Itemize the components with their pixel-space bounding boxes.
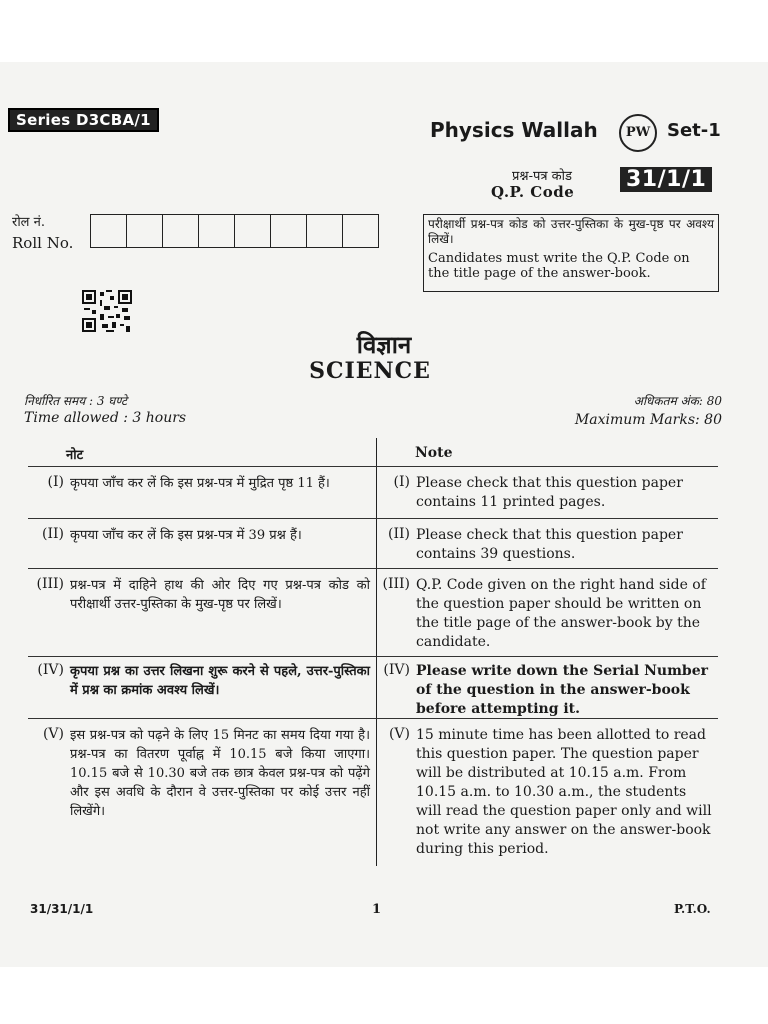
- page-number: 1: [372, 902, 382, 917]
- roll-digit-box[interactable]: [127, 215, 163, 247]
- note-number-hindi: (V): [42, 726, 64, 742]
- time-allowed-english: Time allowed : 3 hours: [24, 410, 187, 426]
- note-text-hindi: इस प्रश्न-पत्र को पढ़ने के लिए 15 मिनट का समय दिया गया है। प्रश्न-पत्र का वितरण पूर्वाह्न में 10.15 बजे किया जाएगा। 10.15 बजे से 10.30 बजे तक छात्र केवल प्रश्न-पत्र को पढ़ेंगे और इस अवधि के दौरान वे उत्तर-पुस्तिका पर कोई उत्तर नहीं लिखेंगे।: [70, 728, 370, 819]
- note-number-english: (III): [382, 576, 410, 592]
- footer-code: 31/31/1/1: [30, 902, 94, 916]
- table-rule: [28, 466, 718, 467]
- note-text-english: Please check that this question paper contains 39 questions.: [416, 527, 683, 562]
- note-text-english: Q.P. Code given on the right hand side of the question paper should be written on the title page of the answer-book by the candidate.: [416, 577, 706, 650]
- pw-logo-icon: PW: [619, 114, 657, 152]
- qp-code-label-hindi: प्रश्न-पत्र कोड: [512, 169, 572, 184]
- time-allowed-hindi: निर्धारित समय : 3 घण्टे: [24, 394, 128, 408]
- notice-hindi: परीक्षार्थी प्रश्न-पत्र कोड को उत्तर-पुस्तिका के मुख-पृष्ठ पर अवश्य लिखें।: [428, 217, 714, 246]
- note-heading-english: Note: [415, 445, 453, 461]
- subject-title-hindi: विज्ञान: [356, 330, 412, 359]
- roll-label-english: Roll No.: [12, 234, 74, 252]
- brand-name: Physics Wallah: [430, 118, 598, 142]
- note-text-hindi: कृपया प्रश्न का उत्तर लिखना शुरू करने से पहले, उत्तर-पुस्तिका में प्रश्न का क्रमांक अवश्य लिखें।: [70, 664, 370, 698]
- column-divider: [376, 438, 377, 866]
- note-number-hindi: (II): [42, 526, 64, 542]
- roll-digit-box[interactable]: [163, 215, 199, 247]
- qp-code-notice: [423, 214, 719, 292]
- note-number-hindi: (III): [36, 576, 64, 592]
- note-number-hindi: (I): [47, 474, 64, 490]
- qp-code-badge: 31/1/1: [620, 167, 712, 192]
- pto-label: P.T.O.: [674, 902, 711, 916]
- roll-label-hindi: रोल नं.: [12, 215, 45, 230]
- note-text-hindi: कृपया जाँच कर लें कि इस प्रश्न-पत्र में 39 प्रश्न हैं।: [70, 528, 302, 543]
- roll-digit-box[interactable]: [271, 215, 307, 247]
- note-heading-hindi: नोट: [66, 448, 84, 463]
- table-rule: [28, 568, 718, 569]
- roll-digit-box[interactable]: [343, 215, 378, 247]
- qr-code-icon: [82, 290, 132, 332]
- table-rule: [28, 518, 718, 519]
- note-number-english: (I): [393, 474, 410, 490]
- roll-number-boxes[interactable]: [90, 214, 379, 248]
- notice-english: Candidates must write the Q.P. Code on the title page of the answer-book.: [428, 251, 690, 281]
- qp-code-label-english: Q.P. Code: [491, 183, 575, 201]
- note-number-english: (V): [388, 726, 410, 742]
- series-badge: Series D3CBA/1: [8, 108, 159, 132]
- note-number-english: (IV): [383, 662, 410, 678]
- set-label: Set-1: [667, 120, 721, 141]
- note-text-hindi: कृपया जाँच कर लें कि इस प्रश्न-पत्र में मुद्रित पृष्ठ 11 हैं।: [70, 476, 330, 491]
- subject-title-english: SCIENCE: [309, 358, 431, 384]
- note-text-hindi: प्रश्न-पत्र में दाहिने हाथ की ओर दिए गए प्रश्न-पत्र कोड को परीक्षार्थी उत्तर-पुस्तिका के मुख-पृष्ठ पर लिखें।: [70, 578, 370, 612]
- max-marks-english: Maximum Marks: 80: [574, 412, 722, 428]
- roll-digit-box[interactable]: [91, 215, 127, 247]
- max-marks-hindi: अधिकतम अंक: 80: [633, 394, 722, 408]
- table-rule: [28, 656, 718, 657]
- roll-digit-box[interactable]: [307, 215, 343, 247]
- note-text-english: 15 minute time has been allotted to read this question paper. The question paper will be distributed at 10.15 a.m. From 10.15 a.m. to 10.30 a.m., the students will read the question paper only and will not write any answer on the answer-book during this period.: [416, 727, 712, 857]
- roll-digit-box[interactable]: [235, 215, 271, 247]
- note-number-hindi: (IV): [37, 662, 64, 678]
- roll-digit-box[interactable]: [199, 215, 235, 247]
- note-text-english: Please write down the Serial Number of the question in the answer-book before attempting it.: [416, 663, 708, 717]
- note-text-english: Please check that this question paper contains 11 printed pages.: [416, 475, 683, 510]
- note-number-english: (II): [388, 526, 410, 542]
